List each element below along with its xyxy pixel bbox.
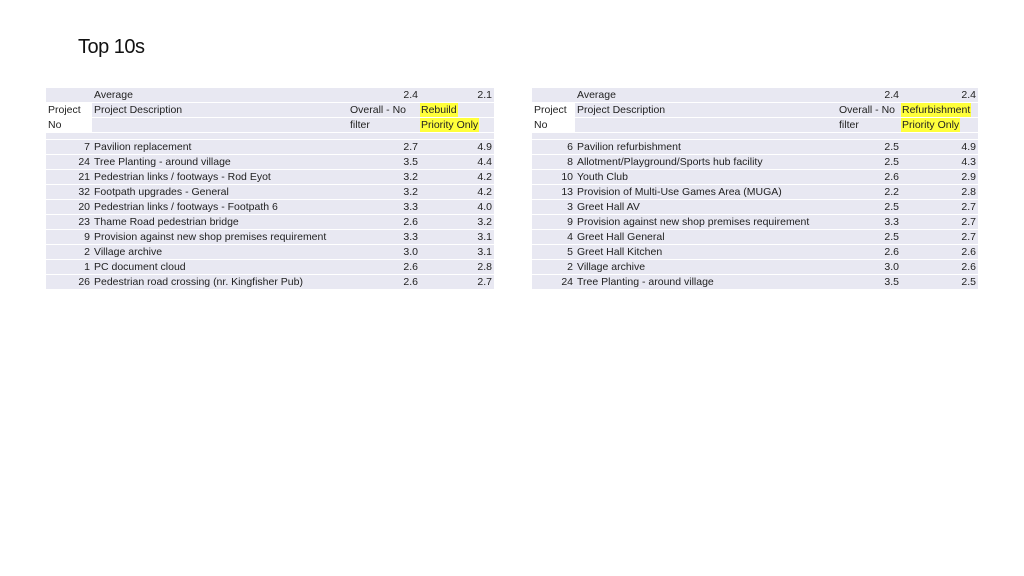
project-description-cell: Greet Hall Kitchen xyxy=(575,245,837,260)
project-no-cell: 32 xyxy=(46,185,92,200)
spacer-cell xyxy=(92,133,348,140)
project-no-cell: 2 xyxy=(46,245,92,260)
project-no-cell: 9 xyxy=(532,215,575,230)
table-row xyxy=(532,140,978,155)
header-overall-line2: filter xyxy=(348,118,420,133)
header-overall: Overall - No xyxy=(837,103,901,118)
table-row xyxy=(46,230,494,245)
overall-score-cell: 3.2 xyxy=(348,185,420,200)
table-row xyxy=(46,245,494,260)
overall-score-cell: 2.7 xyxy=(348,140,420,155)
header-row xyxy=(46,103,494,118)
average-overall-value: 2.4 xyxy=(837,88,901,103)
project-description-cell: Tree Planting - around village xyxy=(92,155,348,170)
project-description-cell: Pedestrian road crossing (nr. Kingfisher Pub) xyxy=(92,275,348,290)
header-filter-line2 xyxy=(901,118,978,133)
page-title: Top 10s xyxy=(78,36,145,58)
table-row xyxy=(46,260,494,275)
project-no-cell: 24 xyxy=(46,155,92,170)
project-no-cell: 6 xyxy=(532,140,575,155)
average-row xyxy=(46,88,494,103)
filtered-score-cell: 2.5 xyxy=(901,275,978,290)
filtered-score-cell: 4.9 xyxy=(901,140,978,155)
highlighted-filter-label-line2: Priority Only xyxy=(902,119,960,131)
header-project-description: Project Description xyxy=(92,103,348,118)
project-no-cell: 2 xyxy=(532,260,575,275)
project-description-cell: Tree Planting - around village xyxy=(575,275,837,290)
spacer-row xyxy=(532,133,978,140)
project-no-cell: 26 xyxy=(46,275,92,290)
project-description-cell: PC document cloud xyxy=(92,260,348,275)
project-description-cell: Allotment/Playground/Sports hub facility xyxy=(575,155,837,170)
project-no-cell: 9 xyxy=(46,230,92,245)
overall-score-cell: 2.6 xyxy=(348,215,420,230)
filtered-score-cell: 4.0 xyxy=(420,200,494,215)
project-description-cell: Pedestrian links / footways - Rod Eyot xyxy=(92,170,348,185)
overall-score-cell: 3.3 xyxy=(348,200,420,215)
highlighted-filter-label: Refurbishment xyxy=(902,104,971,116)
spacer-cell xyxy=(837,133,901,140)
project-description-cell: Footpath upgrades - General xyxy=(92,185,348,200)
empty-cell xyxy=(532,88,575,103)
project-no-cell: 10 xyxy=(532,170,575,185)
project-no-cell: 21 xyxy=(46,170,92,185)
overall-score-cell: 2.6 xyxy=(837,245,901,260)
header-project-no-line2: No xyxy=(532,118,575,133)
table-row xyxy=(532,260,978,275)
header-row xyxy=(532,103,978,118)
filtered-score-cell: 2.7 xyxy=(901,215,978,230)
table-row xyxy=(532,170,978,185)
project-no-cell: 8 xyxy=(532,155,575,170)
header-row-continued xyxy=(46,118,494,133)
project-description-cell: Greet Hall General xyxy=(575,230,837,245)
table-row xyxy=(46,275,494,290)
average-filtered-value: 2.1 xyxy=(420,88,494,103)
overall-score-cell: 2.5 xyxy=(837,230,901,245)
project-description-cell: Provision of Multi-Use Games Area (MUGA) xyxy=(575,185,837,200)
header-overall-line2: filter xyxy=(837,118,901,133)
project-description-cell: Pedestrian links / footways - Footpath 6 xyxy=(92,200,348,215)
overall-score-cell: 3.0 xyxy=(348,245,420,260)
filtered-score-cell: 2.7 xyxy=(420,275,494,290)
rebuild-priority-table xyxy=(46,88,494,290)
average-label: Average xyxy=(92,88,348,103)
header-row-continued xyxy=(532,118,978,133)
project-description-cell: Greet Hall AV xyxy=(575,200,837,215)
average-label: Average xyxy=(575,88,837,103)
filtered-score-cell: 2.8 xyxy=(901,185,978,200)
table-row xyxy=(532,200,978,215)
filtered-score-cell: 4.2 xyxy=(420,185,494,200)
spacer-row xyxy=(46,133,494,140)
filtered-score-cell: 2.6 xyxy=(901,245,978,260)
project-no-cell: 5 xyxy=(532,245,575,260)
overall-score-cell: 2.6 xyxy=(348,275,420,290)
header-project-no: Project xyxy=(46,103,92,118)
filtered-score-cell: 3.2 xyxy=(420,215,494,230)
overall-score-cell: 3.3 xyxy=(837,215,901,230)
filtered-score-cell: 3.1 xyxy=(420,230,494,245)
project-no-cell: 1 xyxy=(46,260,92,275)
project-description-cell: Provision against new shop premises requirement xyxy=(575,215,837,230)
overall-score-cell: 2.2 xyxy=(837,185,901,200)
overall-score-cell: 3.3 xyxy=(348,230,420,245)
table-row xyxy=(532,275,978,290)
refurbishment-priority-table xyxy=(532,88,978,290)
spacer-cell xyxy=(348,133,420,140)
project-description-cell: Thame Road pedestrian bridge xyxy=(92,215,348,230)
filtered-score-cell: 2.6 xyxy=(901,260,978,275)
header-filter xyxy=(901,103,978,118)
overall-score-cell: 3.5 xyxy=(837,275,901,290)
table-row xyxy=(46,185,494,200)
header-project-description: Project Description xyxy=(575,103,837,118)
overall-score-cell: 2.6 xyxy=(348,260,420,275)
overall-score-cell: 2.6 xyxy=(837,170,901,185)
overall-score-cell: 3.5 xyxy=(348,155,420,170)
overall-score-cell: 3.0 xyxy=(837,260,901,275)
project-no-cell: 4 xyxy=(532,230,575,245)
filtered-score-cell: 2.7 xyxy=(901,230,978,245)
project-description-cell: Provision against new shop premises requirement xyxy=(92,230,348,245)
spacer-cell xyxy=(901,133,978,140)
filtered-score-cell: 2.8 xyxy=(420,260,494,275)
overall-score-cell: 2.5 xyxy=(837,155,901,170)
header-filter xyxy=(420,103,494,118)
overall-score-cell: 2.5 xyxy=(837,140,901,155)
table-row xyxy=(46,170,494,185)
table-row xyxy=(46,215,494,230)
spacer-cell xyxy=(575,133,837,140)
filtered-score-cell: 3.1 xyxy=(420,245,494,260)
filtered-score-cell: 2.7 xyxy=(901,200,978,215)
spacer-cell xyxy=(420,133,494,140)
project-description-cell: Youth Club xyxy=(575,170,837,185)
project-description-cell: Village archive xyxy=(575,260,837,275)
filtered-score-cell: 4.3 xyxy=(901,155,978,170)
project-no-cell: 3 xyxy=(532,200,575,215)
table-row xyxy=(46,140,494,155)
table-row xyxy=(46,200,494,215)
header-project-no-line2: No xyxy=(46,118,92,133)
highlighted-filter-label: Rebuild xyxy=(421,104,457,116)
header-project-no: Project xyxy=(532,103,575,118)
filtered-score-cell: 4.2 xyxy=(420,170,494,185)
table-row xyxy=(46,155,494,170)
project-no-cell: 7 xyxy=(46,140,92,155)
empty-cell xyxy=(575,118,837,133)
project-no-cell: 13 xyxy=(532,185,575,200)
spacer-cell xyxy=(532,133,575,140)
spacer-cell xyxy=(46,133,92,140)
highlighted-filter-label-line2: Priority Only xyxy=(421,119,479,131)
project-no-cell: 23 xyxy=(46,215,92,230)
table-row xyxy=(532,245,978,260)
overall-score-cell: 3.2 xyxy=(348,170,420,185)
average-filtered-value: 2.4 xyxy=(901,88,978,103)
project-description-cell: Village archive xyxy=(92,245,348,260)
header-overall: Overall - No xyxy=(348,103,420,118)
filtered-score-cell: 4.9 xyxy=(420,140,494,155)
average-overall-value: 2.4 xyxy=(348,88,420,103)
header-filter-line2 xyxy=(420,118,494,133)
project-description-cell: Pavilion replacement xyxy=(92,140,348,155)
project-no-cell: 24 xyxy=(532,275,575,290)
overall-score-cell: 2.5 xyxy=(837,200,901,215)
average-row xyxy=(532,88,978,103)
project-no-cell: 20 xyxy=(46,200,92,215)
empty-cell xyxy=(46,88,92,103)
table-row xyxy=(532,155,978,170)
empty-cell xyxy=(92,118,348,133)
table-row xyxy=(532,185,978,200)
filtered-score-cell: 2.9 xyxy=(901,170,978,185)
project-description-cell: Pavilion refurbishment xyxy=(575,140,837,155)
table-row xyxy=(532,230,978,245)
filtered-score-cell: 4.4 xyxy=(420,155,494,170)
table-row xyxy=(532,215,978,230)
